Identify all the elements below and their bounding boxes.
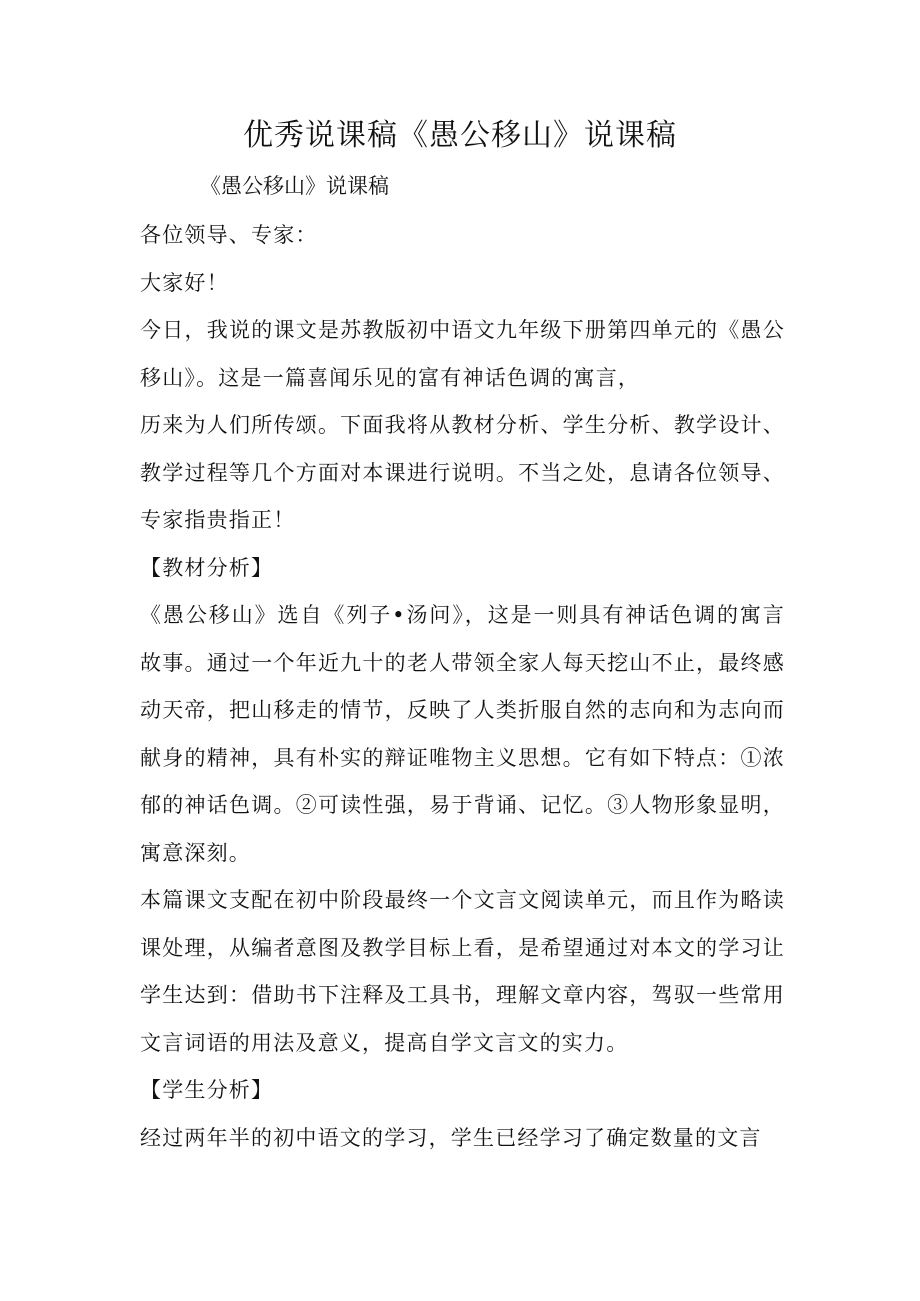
document-subtitle: 《愚公移山》说课稿	[200, 174, 389, 198]
intro-paragraph: 历来为人们所传颂。下面我将从教材分析、学生分析、教学设计、教学过程等几个方面对本课进行说明。不当之处，息请各位领导、专家指贵指正！	[140, 413, 785, 532]
section-heading: 【学生分析】	[140, 1078, 274, 1102]
body-paragraph: 经过两年半的初中语文的学习，学生已经学习了确定数量的文言	[140, 1125, 762, 1150]
body-paragraph: 本篇课文支配在初中阶段最终一个文言文阅读单元，而且作为略读课处理，从编者意图及教学目标上看，是希望通过对本文的学习让学生达到：借助书下注释及工具书，理解文章内容，驾驭一些常用文言词语的用法及意义，提高自学文言文的实力。	[140, 888, 785, 1055]
document-body	[140, 212, 785, 1162]
document-title: 优秀说课稿《愚公移山》说课稿	[243, 118, 677, 153]
section-heading: 【教材分析】	[140, 555, 274, 580]
body-paragraph: 《愚公移山》选自《列子•汤问》，这是一则具有神话色调的寓言故事。通过一个年近九十的老人带领全家人每天挖山不止，最终感动天帝，把山移走的情节，反映了人类折服自然的志向和为志向而献身的精神，具有朴实的辩证唯物主义思想。它有如下特点：①浓郁的神话色调。②可读性强，易于背诵、记忆。③人物形象显明，寓意深刻。	[140, 603, 785, 865]
greeting-line: 大家好！	[140, 270, 229, 295]
greeting-line: 各位领导、专家：	[140, 223, 318, 247]
intro-paragraph: 今日，我说的课文是苏教版初中语文九年级下册第四单元的《愚公移山》。这是一篇喜闻乐见的富有神话色调的寓言，	[140, 318, 785, 390]
